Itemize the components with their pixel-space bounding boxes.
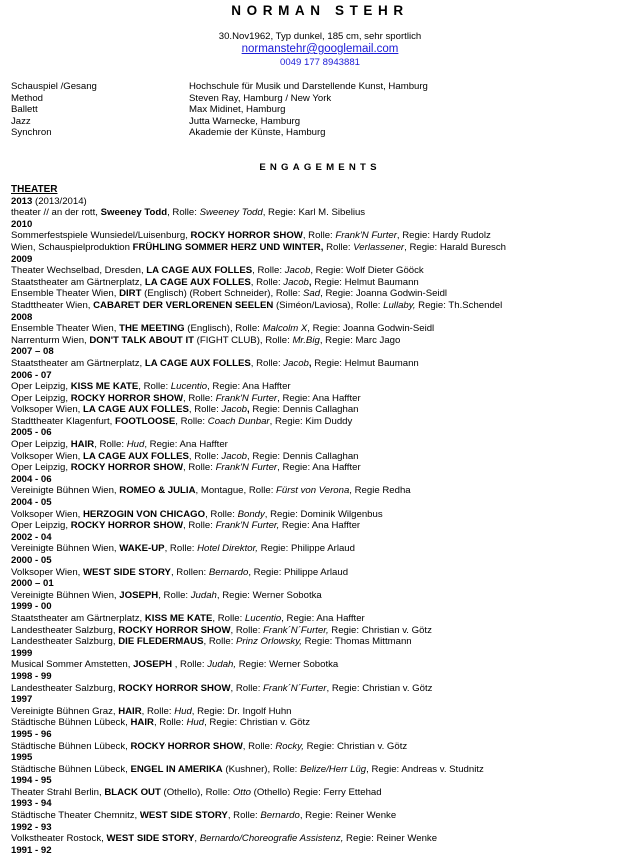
role-text: Bernardo [208, 566, 249, 578]
phone-number: 0049 177 8943881 [279, 57, 361, 68]
entry-text: Vereinigte Bühnen Wien, [11, 543, 120, 555]
bold-text: LA CAGE AUX FOLLES [144, 276, 251, 288]
entry-text: Oper Leipzig, [11, 520, 71, 532]
bold-text: CABARET DER VERLORENEN SEELEN [93, 299, 274, 311]
role-text: Jacob [221, 450, 248, 462]
education-row [11, 93, 631, 105]
bold-text: 1991 - 92 [11, 844, 52, 856]
entry-text: , Rolle: [167, 207, 200, 219]
bold-text: 1999 [11, 647, 33, 659]
role-text: Hud [174, 705, 192, 717]
entry-text: Theater Strahl Berlin, [11, 786, 105, 798]
entry-text: Staatstheater am Gärtnerplatz, [11, 276, 145, 288]
season-year [11, 346, 631, 358]
season-year [11, 578, 631, 590]
entry-text: , Regie: Andreas v. Studnitz [366, 763, 484, 775]
role-text: Hud [126, 439, 145, 451]
engagement-entry [11, 706, 631, 718]
role-text: Belize/Herr Lüg [300, 763, 367, 775]
role-text: Hotel Direktor, [197, 543, 258, 555]
bold-text: 2002 - 04 [11, 531, 52, 543]
engagement-entry [11, 636, 631, 648]
education-school: Max Midinet, Hamburg [189, 104, 286, 116]
season-year [11, 370, 631, 382]
entry-text: , Rolle: [230, 624, 264, 636]
season-year [11, 822, 631, 834]
role-text: Lucentio [244, 612, 282, 624]
entry-text: Städtische Bühnen Lübeck, [11, 740, 131, 752]
entry-text: Landestheater Salzburg, [11, 682, 119, 694]
entry-text: , Regie: Ana Haffter [277, 462, 361, 474]
bold-text: WEST SIDE STORY [83, 566, 171, 578]
entry-text: , [194, 833, 200, 845]
entry-text: , Rollen: [170, 566, 209, 578]
engagement-entry [11, 335, 631, 347]
bold-text: KISS ME KATE [144, 612, 213, 624]
entry-text: , Rolle: [183, 392, 216, 404]
entry-text: , Rolle: [250, 276, 284, 288]
role-text: Sad [303, 288, 321, 300]
engagement-entry [11, 543, 631, 555]
role-text: Jacob [283, 357, 309, 369]
education-field: Method [11, 92, 43, 104]
entry-text: Staatstheater am Gärtnerplatz, [11, 357, 145, 369]
entry-text: , Rolle: [172, 659, 208, 671]
entry-text: , Rolle: [175, 415, 208, 427]
entry-text: Regie: Helmut Baumann [311, 357, 419, 369]
entry-text: , Rolle: [230, 682, 264, 694]
role-text: Otto [232, 786, 251, 798]
bold-text: BLACK OUT [104, 786, 161, 798]
entry-text: , Montague, Rolle: [195, 485, 277, 497]
engagement-entry [11, 683, 631, 695]
entry-text: , Regie: Wolf Dieter Gööck [310, 265, 424, 277]
entry-text: , Rolle: [188, 404, 222, 416]
engagement-entry [11, 613, 631, 625]
engagement-entry [11, 717, 631, 729]
bold-text: ROCKY HORROR SHOW [130, 740, 243, 752]
entry-text: , Regie: Ana Haffter [277, 392, 361, 404]
entry-text: (Kushner), Rolle: [222, 763, 301, 775]
bold-text: ROCKY HORROR SHOW [118, 624, 231, 636]
bold-text: Sweeney Todd [100, 207, 168, 219]
season-year [11, 219, 631, 231]
bold-text: 2000 – 01 [11, 578, 54, 590]
season-year [11, 532, 631, 544]
entry-text: Vereinigte Bühnen Wien, [11, 485, 120, 497]
bold-text: ROMEO & JULIA [119, 485, 196, 497]
education-row [11, 104, 631, 116]
entry-text: Rolle: [323, 241, 354, 253]
engagement-entry [11, 381, 631, 393]
bold-text: 1995 - 96 [11, 728, 52, 740]
season-year [11, 775, 631, 787]
bold-text: DON'T TALK ABOUT IT [89, 334, 194, 346]
entry-text: , Regie: Reiner Wenke [299, 810, 397, 822]
entry-text: , Regie: Ana Haffter [207, 381, 291, 393]
entry-text: Regie: Thomas Mittmann [301, 636, 412, 648]
entry-text: , Regie: Karl M. Sibelius [262, 207, 366, 219]
engagement-entry [11, 625, 631, 637]
entry-text: , Rolle: [153, 717, 187, 729]
entry-text: Landestheater Salzburg, [11, 624, 119, 636]
entry-text: Regie: Christian v. Götz [328, 624, 432, 636]
entry-text: , Rolle: [94, 439, 127, 451]
entry-text: Volksoper Wien, [11, 566, 83, 578]
engagement-entry [11, 300, 631, 312]
entry-text: Volksoper Wien, [11, 450, 83, 462]
education-field: Synchron [11, 127, 52, 139]
season-year [11, 648, 631, 660]
role-text: Lullaby, [383, 299, 416, 311]
engagement-entry [11, 590, 631, 602]
season-year [11, 474, 631, 486]
education-row [11, 81, 631, 93]
season-year [11, 427, 631, 439]
role-text: Hud [186, 717, 205, 729]
entry-text: Städtische Bühnen Lübeck, [11, 717, 131, 729]
season-year [11, 729, 631, 741]
bold-text: HAIR [70, 439, 95, 451]
role-text: Judah [190, 589, 217, 601]
education-school: Akademie der Künste, Hamburg [189, 127, 326, 139]
engagement-lines [11, 196, 631, 857]
entry-text: (Englisch), Rolle: [184, 323, 263, 335]
engagement-entry [11, 277, 631, 289]
bold-text: 1997 [11, 694, 33, 706]
education-field: Schauspiel /Gesang [11, 81, 97, 92]
engagement-entry [11, 242, 631, 254]
bold-text: ENGEL IN AMERIKA [130, 763, 223, 775]
role-text: Frank'N Furter [215, 462, 278, 474]
engagement-entry [11, 741, 631, 753]
engagements-list [11, 184, 631, 856]
entry-text: Stadttheater Wien, [11, 299, 94, 311]
entry-text: , Regie: Marc Jago [319, 334, 401, 346]
engagement-entry [11, 230, 631, 242]
bold-text: HAIR [118, 705, 142, 717]
bold-text: LA CAGE AUX FOLLES [146, 265, 253, 277]
bold-text: 2008 [11, 311, 33, 323]
engagement-entry [11, 764, 631, 776]
engagement-entry [11, 323, 631, 335]
entry-text: Volksoper Wien, [11, 404, 83, 416]
engagement-entry [11, 810, 631, 822]
bold-text: FRÜHLING SOMMER HERZ UND WINTER, [132, 241, 324, 253]
season-year [11, 254, 631, 266]
entry-text: (Othello) Regie: Ferry Ettehad [250, 786, 382, 798]
bold-text: 1999 - 00 [11, 601, 52, 613]
role-text: Frank´N´Furter [263, 682, 327, 694]
engagement-entry [11, 787, 631, 799]
bold-text: , [308, 276, 312, 288]
bold-text: 1994 - 95 [11, 775, 52, 787]
bold-text: 2004 - 06 [11, 473, 52, 485]
engagement-entry [11, 393, 631, 405]
bold-text: HERZOGIN VON CHICAGO [83, 508, 206, 520]
entry-text: , Regie: Kim Duddy [269, 415, 353, 427]
role-text: Jacob [221, 404, 248, 416]
entry-text: , Regie Redha [349, 485, 411, 497]
engagement-entry [11, 451, 631, 463]
education-field: Jazz [11, 115, 31, 127]
entry-text: Volkstheater Rostock, [11, 833, 107, 845]
entry-text: , Regie: Werner Sobotka [216, 589, 322, 601]
engagement-entry [11, 207, 631, 219]
engagement-entry [11, 567, 631, 579]
entry-text: , Rolle: [212, 612, 245, 624]
entry-text: Musical Sommer Amstetten, [11, 659, 134, 671]
entry-text: Volksoper Wien, [11, 508, 83, 520]
bold-text: 2004 - 05 [11, 497, 52, 509]
season-year [11, 601, 631, 613]
role-text: Frank'N Furter [335, 230, 397, 242]
role-text: Rocky, [275, 740, 304, 752]
entry-text: , Rolle: [250, 357, 284, 369]
engagement-entry [11, 520, 631, 532]
role-text: Coach Dunbar [207, 415, 270, 427]
entry-text: , Rolle: [164, 543, 198, 555]
entry-text: theater // an der rott, [11, 207, 101, 219]
bold-text: ROCKY HORROR SHOW [70, 520, 184, 532]
entry-text: , Rolle: [158, 589, 191, 601]
education-school: Hochschule für Musik und Darstellende Kunst, Hamburg [189, 81, 428, 92]
entry-text: , Regie: Dominik Wilgenbus [264, 508, 383, 520]
entry-text: Regie: Philippe Arlaud [257, 543, 355, 555]
entry-text: , Rolle: [183, 462, 216, 474]
entry-text: , Regie: Ana Haffter [281, 612, 365, 624]
engagement-entry [11, 288, 631, 300]
entry-text: (Othello), Rolle: [160, 786, 233, 798]
bold-text: , [308, 357, 312, 369]
bold-text: , [247, 404, 250, 416]
entry-text: , Regie: Ana Haffter [144, 439, 228, 451]
entry-text: Regie: Ana Haffter [279, 520, 361, 532]
engagement-entry [11, 485, 631, 497]
personal-info: 30.Nov1962, Typ dunkel, 185 cm, sehr sportlich [218, 31, 422, 42]
bold-text: 1993 - 94 [11, 798, 52, 810]
season-year [11, 671, 631, 683]
role-text: Jacob [283, 276, 309, 288]
entry-text: , Rolle: [227, 810, 261, 822]
bold-text: DIE FLEDERMAUS [118, 636, 204, 648]
role-text: Bernardo/Choreografie Assistenz, [199, 833, 344, 845]
entry-text: , Rolle: [205, 508, 238, 520]
entry-text: , Regie: Joanna Godwin-Seidl [307, 323, 435, 335]
bold-text: 2007 – 08 [11, 346, 54, 358]
bold-text: WEST SIDE STORY [139, 810, 228, 822]
engagement-entry [11, 416, 631, 428]
entry-text: Vereinigte Bühnen Wien, [11, 589, 120, 601]
entry-text: Oper Leipzig, [11, 462, 71, 474]
entry-text: Vereinigte Bühnen Graz, [11, 705, 119, 717]
season-year [11, 497, 631, 509]
entry-text: Landestheater Salzburg, [11, 636, 119, 648]
entry-text: , Rolle: [302, 230, 336, 242]
role-text: Bernardo [260, 810, 300, 822]
entry-text: Städtische Theater Chemnitz, [11, 810, 140, 822]
entry-text: Narrenturm Wien, [11, 334, 90, 346]
bold-text: 2005 - 06 [11, 427, 52, 439]
engagement-entry [11, 833, 631, 845]
entry-text: , Regie: Christian v. Götz [326, 682, 433, 694]
entry-text: Oper Leipzig, [11, 381, 71, 393]
bold-text: KISS ME KATE [70, 381, 139, 393]
role-text: Frank'N Furter, [215, 520, 280, 532]
bold-text: 1992 - 93 [11, 821, 52, 833]
bold-text: DIRT [119, 288, 142, 300]
entry-text: , Regie: Dennis Callaghan [247, 450, 359, 462]
entry-text: , Regie: Philippe Arlaud [248, 566, 349, 578]
role-text: Bondy [237, 508, 265, 520]
entry-text: , Rolle: [183, 520, 216, 532]
bold-text: ROCKY HORROR SHOW [70, 462, 184, 474]
season-year [11, 845, 631, 857]
engagement-entry [11, 358, 631, 370]
education-row [11, 127, 631, 139]
entry-text: (Englisch) (Robert Schneider), Rolle: [141, 288, 304, 300]
entry-text: Ensemble Theater Wien, [11, 323, 120, 335]
section-heading: THEATER [11, 184, 58, 195]
role-text: Lucentio [170, 381, 208, 393]
bold-text: LA CAGE AUX FOLLES [83, 404, 189, 416]
season-year [11, 752, 631, 764]
education-school: Steven Ray, Hamburg / New York [189, 92, 332, 104]
season-year [11, 312, 631, 324]
season-year [11, 798, 631, 810]
bold-text: 1998 - 99 [11, 670, 52, 682]
role-text: Frank´N´Furter, [263, 624, 329, 636]
entry-text: (FIGHT CLUB), Rolle: [193, 334, 293, 346]
bold-text: LA CAGE AUX FOLLES [83, 450, 189, 462]
entry-text: , Rolle: [141, 705, 175, 717]
education-field: Ballett [11, 104, 38, 116]
season-year [11, 694, 631, 706]
entry-text: , Rolle: [138, 381, 171, 393]
bold-text: 2010 [11, 218, 33, 230]
bold-text: 1995 [11, 752, 33, 764]
entry-text: Regie: Reiner Wenke [343, 833, 438, 845]
engagement-entry [11, 439, 631, 451]
bold-text: ROCKY HORROR SHOW [70, 392, 184, 404]
education-row [11, 116, 631, 128]
bold-text: WAKE-UP [119, 543, 165, 555]
bold-text: 2006 - 07 [11, 369, 52, 381]
engagement-entry [11, 509, 631, 521]
entry-text: (Siméon/Laviosa), Rolle: [273, 299, 384, 311]
entry-text: Oper Leipzig, [11, 392, 71, 404]
entry-text: Staatstheater am Gärtnerplatz, [11, 612, 145, 624]
bold-text: 2009 [11, 253, 33, 265]
season-year [11, 555, 631, 567]
role-text: Malcolm X [262, 323, 308, 335]
bold-text: 2000 - 05 [11, 555, 52, 566]
season-year [11, 196, 631, 208]
entry-text: Wien, Schauspielproduktion [11, 241, 133, 253]
bold-text: LA CAGE AUX FOLLES [144, 357, 251, 369]
bold-text: 2013 [11, 195, 33, 207]
entry-text: Städtische Bühnen Lübeck, [11, 763, 131, 775]
role-text: Prinz Orlowsky, [236, 636, 302, 648]
role-text: Mr.Big [292, 334, 320, 346]
engagement-entry [11, 404, 631, 416]
role-text: Sweeney Todd [199, 207, 263, 219]
education-school: Jutta Warnecke, Hamburg [189, 115, 301, 127]
engagements-heading: ENGAGEMENTS [259, 162, 381, 173]
role-text: Judah, [207, 659, 237, 671]
entry-text: Theater Wechselbad, Dresden, [11, 265, 147, 277]
entry-text: Regie: Dennis Callaghan [249, 404, 359, 416]
entry-text: (2013/2014) [32, 195, 87, 207]
education-list [11, 81, 631, 139]
entry-text: Oper Leipzig, [11, 439, 71, 451]
role-text: Fürst von Verona [276, 485, 350, 497]
bold-text: JOSEPH [133, 659, 173, 671]
engagement-entry [11, 462, 631, 474]
entry-text: Regie: Christian v. Götz [303, 740, 408, 752]
bold-text: HAIR [130, 717, 154, 729]
entry-text: Ensemble Theater Wien, [11, 288, 120, 300]
bold-text: FOOTLOOSE [115, 415, 176, 427]
entry-text: Sommerfestspiele Wunsiedel/Luisenburg, [11, 230, 191, 242]
role-text: Jacob [284, 265, 311, 277]
entry-text: Regie: Th.Schendel [415, 299, 503, 311]
actor-name: NORMAN STEHR [231, 3, 409, 18]
entry-text: , Rolle: [188, 450, 222, 462]
role-text: Frank'N Furter [215, 392, 278, 404]
entry-text: , Rolle: [252, 265, 285, 277]
entry-text: , Regie: Dr. Ingolf Huhn [191, 705, 292, 717]
entry-text: , Regie: Christian v. Götz [204, 717, 311, 729]
bold-text: THE MEETING [119, 323, 185, 335]
entry-text: , Regie: Hardy Rudolz [396, 230, 491, 242]
entry-text: Regie: Werner Sobotka [236, 659, 339, 671]
email-link[interactable]: normanstehr@googlemail.com [241, 43, 399, 55]
entry-text: , Rolle: [203, 636, 237, 648]
bold-text: ROCKY HORROR SHOW [190, 230, 303, 242]
entry-text: Stadttheater Klagenfurt, [11, 415, 115, 427]
entry-text: , Regie: Joanna Godwin-Seidl [320, 288, 448, 300]
entry-text: Regie: Helmut Baumann [311, 276, 419, 288]
bold-text: ROCKY HORROR SHOW [118, 682, 231, 694]
engagement-entry [11, 659, 631, 671]
bold-text: JOSEPH [119, 589, 159, 601]
role-text: Verlassener [353, 241, 405, 253]
bold-text: WEST SIDE STORY [106, 833, 195, 845]
entry-text: , Rolle: [242, 740, 276, 752]
entry-text: , Regie: Harald Buresch [404, 241, 506, 253]
engagement-entry [11, 265, 631, 277]
